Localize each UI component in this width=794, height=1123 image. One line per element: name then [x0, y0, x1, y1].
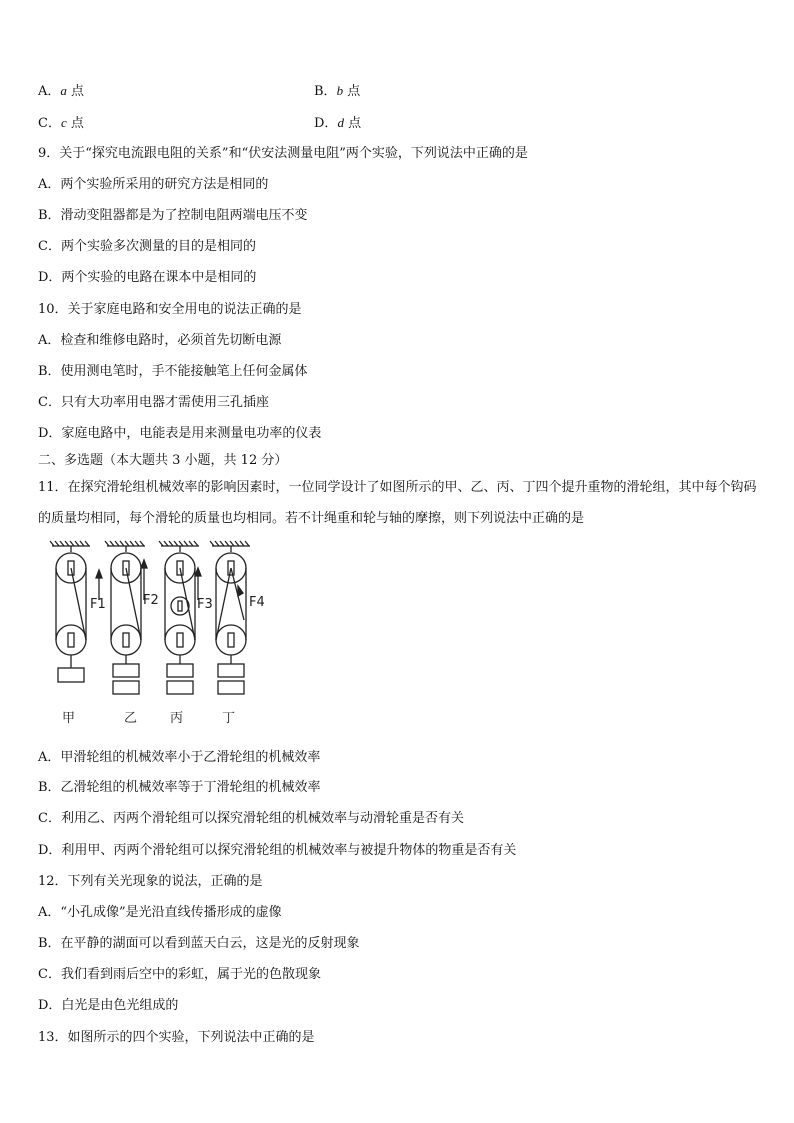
- q9-option-d: D．两个实验的电路在课本中是相同的: [38, 270, 257, 285]
- option-letter: d: [337, 115, 344, 130]
- pulley-systems-figure: [44, 540, 284, 730]
- q11-option-d: D．利用甲、丙两个滑轮组可以探究滑轮组的机械效率与被提升物体的物重是否有关: [38, 843, 517, 858]
- q8-option-a: [38, 82, 84, 101]
- option-letter: b: [336, 83, 344, 98]
- q13-stem: 13．如图所示的四个实验，下列说法中正确的是: [38, 1030, 315, 1045]
- group-label-1: 甲: [62, 711, 76, 726]
- force-label-f1: F1: [90, 597, 106, 612]
- q10-option-c: C．只有大功率用电器才需使用三孔插座: [38, 395, 269, 410]
- q12-option-d: D．白光是由色光组成的: [38, 998, 179, 1013]
- q11-option-a: A．甲滑轮组的机械效率小于乙滑轮组的机械效率: [38, 750, 321, 765]
- q9-option-b: B．滑动变阻器都是为了控制电阻两端电压不变: [38, 208, 308, 223]
- pulley-system-4: [216, 546, 246, 694]
- force-label-f2: F2: [143, 593, 159, 608]
- q8-option-d: [314, 114, 361, 133]
- pulley-system-2: [111, 546, 147, 694]
- pulley-system-3: [165, 546, 201, 694]
- q12-option-c: C．我们看到雨后空中的彩虹，属于光的色散现象: [38, 967, 321, 982]
- ceiling-hatch: [50, 541, 250, 546]
- q12-option-a: A．“小孔成像”是光沿直线传播形成的虚像: [38, 905, 282, 920]
- option-text: 点: [343, 116, 362, 131]
- force-label-f4: F4: [249, 595, 265, 610]
- option-letter: c: [60, 115, 67, 130]
- q9-option-a: A．两个实验所采用的研究方法是相同的: [38, 177, 269, 192]
- q11-option-b: B．乙滑轮组的机械效率等于丁滑轮组的机械效率: [38, 780, 321, 795]
- q12-stem: 12．下列有关光现象的说法，正确的是: [38, 874, 263, 889]
- option-prefix: C．: [38, 116, 61, 131]
- group-label-3: 丙: [170, 711, 184, 726]
- q9-stem: 9．关于“探究电流跟电阻的关系”和“伏安法测量电阻”两个实验，下列说法中正确的是: [38, 146, 528, 161]
- option-text: 点: [66, 116, 84, 131]
- option-prefix: B．: [314, 84, 337, 99]
- q10-option-b: B．使用测电笔时，手不能接触笔上任何金属体: [38, 364, 308, 379]
- group-label-4: 丁: [222, 711, 236, 726]
- q12-option-b: B．在平静的湖面可以看到蓝天白云，这是光的反射现象: [38, 936, 360, 951]
- q8-option-b: [314, 82, 360, 101]
- option-prefix: D．: [314, 116, 338, 131]
- force-label-f3: F3: [197, 597, 213, 612]
- q9-option-c: C．两个实验多次测量的目的是相同的: [38, 239, 256, 254]
- q11-stem: 11．在探究滑轮组机械效率的影响因素时，一位同学设计了如图所示的甲、乙、丙、丁四个提升重物的滑轮组，其中每个钩码的质量均相同，每个滑轮的质量也均相同。若不计绳重和轮与轴的摩擦，则下列说法中正确的是: [38, 480, 757, 526]
- q10-option-a: A．检查和维修电路时，必须首先切断电源: [38, 333, 282, 348]
- option-prefix: A．: [38, 84, 61, 99]
- pulley-system-1: [56, 546, 102, 682]
- section-heading: 二、多选题（本大题共 3 小题，共 12 分）: [38, 453, 288, 468]
- option-text: 点: [66, 84, 85, 99]
- q10-option-d: D．家庭电路中，电能表是用来测量电功率的仪表: [38, 426, 322, 441]
- q10-stem: 10．关于家庭电路和安全用电的说法正确的是: [38, 302, 302, 317]
- q11-option-c: C．利用乙、丙两个滑轮组可以探究滑轮组的机械效率与动滑轮重是否有关: [38, 811, 464, 826]
- option-letter: a: [60, 83, 67, 98]
- q8-option-c: [38, 114, 84, 133]
- group-label-2: 乙: [124, 711, 138, 726]
- option-text: 点: [343, 84, 361, 99]
